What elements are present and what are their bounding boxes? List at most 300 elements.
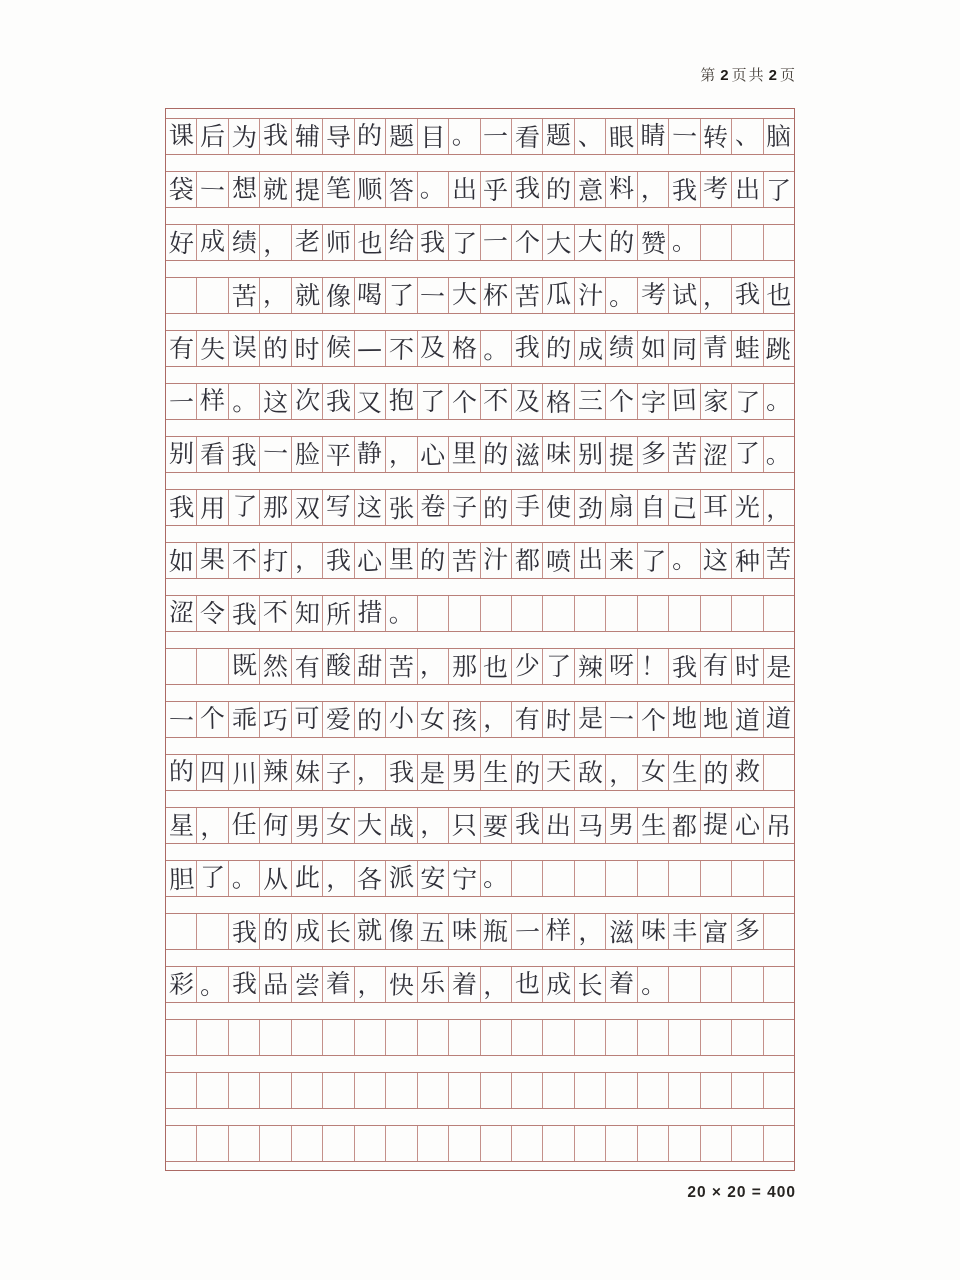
- grid-cell: [449, 384, 480, 419]
- grid-cell: [764, 543, 794, 578]
- grid-cell: [292, 119, 323, 154]
- handwritten-char: ！: [640, 651, 666, 682]
- grid-cell: [732, 755, 763, 790]
- grid-cell: [386, 1073, 417, 1108]
- handwritten-char: 。: [640, 969, 666, 1000]
- handwritten-char: 从: [262, 864, 289, 895]
- grid-cell: [355, 808, 386, 843]
- grid-cell: [606, 861, 637, 896]
- grid-cell: [418, 1126, 449, 1161]
- grid-cell: [606, 384, 637, 419]
- grid-cell: [512, 490, 543, 525]
- grid-cell: [606, 1073, 637, 1108]
- grid-cell: [449, 914, 480, 949]
- handwritten-char: 我: [168, 492, 195, 523]
- grid-cell: [229, 1126, 260, 1161]
- handwritten-char: 的: [608, 227, 635, 258]
- grid-cell: [638, 808, 669, 843]
- grid-cell: [260, 331, 291, 366]
- grid-cell: [292, 225, 323, 260]
- handwritten-char: 派: [388, 862, 415, 893]
- handwritten-char: 为: [231, 122, 258, 153]
- handwritten-char: 的: [419, 545, 446, 576]
- handwritten-char: 的: [482, 439, 509, 470]
- grid-cell: [701, 1126, 732, 1161]
- grid-cell: [197, 1126, 228, 1161]
- grid-cell: [323, 861, 354, 896]
- handwritten-char: 星: [168, 810, 194, 841]
- grid-cell: [638, 861, 669, 896]
- handwritten-char: 吊: [765, 811, 792, 842]
- handwritten-char: 这: [263, 388, 289, 417]
- grid-cell: [386, 914, 417, 949]
- grid-cell: [701, 967, 732, 1002]
- grid-cell: [701, 914, 732, 949]
- handwritten-char: 乎: [482, 175, 509, 206]
- handwritten-char: 令: [199, 598, 226, 629]
- handwritten-char: 子: [325, 758, 352, 789]
- grid-cell: [701, 119, 732, 154]
- manuscript-grid: [165, 108, 795, 1171]
- grid-cell: [323, 649, 354, 684]
- handwritten-char: 。: [608, 281, 635, 312]
- grid-cell: [575, 225, 606, 260]
- handwritten-char: 脑: [765, 121, 792, 152]
- grid-cell: [701, 596, 732, 631]
- handwritten-char: 我: [231, 917, 257, 948]
- handwritten-char: ，: [294, 544, 320, 575]
- grid-cell: [543, 278, 574, 313]
- handwritten-char: 睛: [640, 121, 666, 150]
- grid-cell: [386, 384, 417, 419]
- grid-cell: [638, 596, 669, 631]
- handwritten-char: 像: [388, 917, 414, 946]
- grid-cell: [575, 967, 606, 1002]
- grid-cell: [449, 1020, 480, 1055]
- grid-cell: [732, 702, 763, 737]
- handwritten-char: 快: [388, 970, 415, 1001]
- handwritten-char: 有: [703, 650, 729, 681]
- handwritten-char: 彩: [168, 969, 195, 1000]
- grid-cell: [292, 172, 323, 207]
- handwritten-char: 给: [388, 226, 415, 257]
- grid-cell: [323, 755, 354, 790]
- grid-row: [166, 754, 794, 791]
- grid-cell: [197, 702, 228, 737]
- grid-cell: [229, 225, 260, 260]
- handwritten-char: 我: [734, 279, 761, 310]
- grid-cell: [638, 172, 669, 207]
- grid-cell: [669, 225, 700, 260]
- handwritten-char: 的: [168, 756, 195, 787]
- handwritten-char: 己: [671, 493, 698, 524]
- handwritten-char: ，: [420, 650, 446, 681]
- grid-cell: [575, 437, 606, 472]
- grid-cell: [543, 861, 574, 896]
- handwritten-char: 一: [168, 387, 195, 418]
- handwritten-char: 我: [514, 173, 541, 204]
- grid-cell: [543, 967, 574, 1002]
- handwritten-char: 既: [231, 650, 257, 681]
- handwritten-char: 别: [577, 439, 603, 470]
- handwritten-char: 像: [325, 282, 351, 311]
- grid-cell: [701, 225, 732, 260]
- grid-cell: [575, 596, 606, 631]
- grid-cell: [260, 596, 291, 631]
- grid-cell: [386, 119, 417, 154]
- grid-cell: [512, 967, 543, 1002]
- handwritten-char: 我: [420, 227, 446, 258]
- grid-cell: [166, 225, 197, 260]
- grid-cell: [229, 437, 260, 472]
- handwritten-char: 。: [200, 970, 226, 1001]
- grid-cell: [481, 861, 512, 896]
- handwritten-char: 蛙: [734, 334, 760, 363]
- handwritten-char: 光: [734, 492, 761, 523]
- grid-cell: [669, 1126, 700, 1161]
- grid-cell: [386, 225, 417, 260]
- grid-cell: [166, 490, 197, 525]
- handwritten-char: 笔: [325, 173, 352, 204]
- grid-cell: [543, 1126, 574, 1161]
- handwritten-char: 汁: [482, 544, 509, 575]
- grid-row: [166, 330, 794, 367]
- handwritten-char: 转: [703, 122, 729, 153]
- grid-cell: [669, 596, 700, 631]
- handwritten-char: 手: [514, 491, 541, 522]
- grid-cell: [197, 967, 228, 1002]
- grid-cell: [669, 914, 700, 949]
- grid-cell: [606, 225, 637, 260]
- grid-cell: [701, 1073, 732, 1108]
- grid-cell: [166, 437, 197, 472]
- handwritten-char: 双: [294, 493, 320, 524]
- handwritten-char: 看: [514, 122, 541, 153]
- handwritten-char: 涩: [168, 597, 195, 628]
- handwritten-char: 大: [577, 227, 603, 256]
- handwritten-char: 多: [639, 438, 667, 469]
- grid-cell: [669, 808, 700, 843]
- grid-cell: [418, 914, 449, 949]
- grid-cell: [701, 702, 732, 737]
- handwritten-char: 劲: [577, 493, 603, 524]
- grid-cell: [764, 861, 794, 896]
- handwritten-char: 也: [766, 281, 792, 310]
- grid-cell: [606, 702, 637, 737]
- grid-row: [166, 807, 794, 844]
- page-indicator-prefix: 第: [700, 67, 718, 84]
- grid-cell: [197, 596, 228, 631]
- grid-cell: [764, 967, 794, 1002]
- handwritten-char: 道: [734, 706, 760, 735]
- grid-cell: [481, 1020, 512, 1055]
- grid-cell: [386, 172, 417, 207]
- grid-cell: [323, 808, 354, 843]
- grid-cell: [418, 755, 449, 790]
- handwritten-char: 时: [294, 335, 320, 364]
- grid-cell: [386, 755, 417, 790]
- grid-cell: [512, 278, 543, 313]
- grid-cell: [732, 967, 763, 1002]
- grid-cell: [292, 808, 323, 843]
- handwritten-char: 个: [451, 387, 478, 418]
- grid-cell: [606, 596, 637, 631]
- handwritten-char: 一: [262, 438, 289, 469]
- grid-cell: [292, 1020, 323, 1055]
- grid-cell: [418, 543, 449, 578]
- grid-cell: [418, 225, 449, 260]
- handwritten-char: 宁: [451, 864, 478, 895]
- handwritten-char: 然: [262, 651, 289, 682]
- grid-cell: [386, 278, 417, 313]
- grid-cell: [669, 437, 700, 472]
- grid-cell: [292, 861, 323, 896]
- grid-cell: [386, 543, 417, 578]
- grid-cell: [323, 967, 354, 1002]
- grid-cell: [166, 967, 197, 1002]
- handwritten-char: 眼: [608, 122, 635, 153]
- handwritten-char: 孩: [451, 705, 477, 736]
- grid-cell: [543, 543, 574, 578]
- grid-cell: [543, 914, 574, 949]
- handwritten-char: 抱: [388, 385, 415, 416]
- handwritten-char: 战: [388, 811, 415, 842]
- grid-cell: [292, 596, 323, 631]
- handwritten-char: 尝: [294, 970, 320, 1001]
- grid-row: [166, 277, 794, 314]
- handwritten-char: 耳: [703, 491, 729, 522]
- grid-cell: [638, 119, 669, 154]
- handwritten-char: 样: [200, 385, 226, 416]
- handwritten-char: 一: [168, 705, 195, 736]
- grid-cell: [260, 278, 291, 313]
- grid-cell: [197, 755, 228, 790]
- handwritten-char: 苦: [231, 281, 258, 312]
- grid-cell: [418, 278, 449, 313]
- grid-cell: [386, 861, 417, 896]
- grid-cell: [260, 225, 291, 260]
- handwritten-char: 的: [545, 333, 572, 364]
- handwritten-char: 男: [608, 809, 635, 840]
- handwritten-char: 误: [231, 332, 257, 363]
- grid-cell: [323, 225, 354, 260]
- grid-cell: [764, 331, 794, 366]
- grid-cell: [575, 755, 606, 790]
- grid-cell: [197, 384, 228, 419]
- handwritten-char: 提: [294, 175, 320, 206]
- grid-cell: [386, 1020, 417, 1055]
- grid-cell: [323, 490, 354, 525]
- grid-cell: [355, 861, 386, 896]
- grid-cell: [543, 331, 574, 366]
- grid-cell: [732, 490, 763, 525]
- grid-cell: [386, 331, 417, 366]
- grid-cell: [449, 1073, 480, 1108]
- handwritten-char: 大: [357, 810, 383, 841]
- grid-cell: [669, 543, 700, 578]
- grid-cell: [606, 1126, 637, 1161]
- grid-cell: [732, 1073, 763, 1108]
- grid-cell: [418, 490, 449, 525]
- grid-cell: [669, 172, 700, 207]
- handwritten-char: ，: [357, 756, 383, 787]
- handwritten-char: 我: [514, 809, 540, 840]
- grid-cell: [197, 1020, 228, 1055]
- grid-cell: [418, 649, 449, 684]
- grid-cell: [292, 649, 323, 684]
- grid-cell: [606, 437, 637, 472]
- grid-cell: [701, 543, 732, 578]
- grid-cell: [732, 1020, 763, 1055]
- grid-cell: [606, 172, 637, 207]
- handwritten-char: 看: [199, 439, 226, 470]
- grid-cell: [292, 1073, 323, 1108]
- grid-row: [166, 171, 794, 208]
- grid-cell: [481, 543, 512, 578]
- handwritten-char: —: [357, 333, 383, 364]
- grid-cell: [418, 172, 449, 207]
- total-label: 共: [748, 67, 766, 84]
- grid-cell: [481, 119, 512, 154]
- handwritten-char: 喷: [545, 546, 572, 577]
- grid-cell: [292, 331, 323, 366]
- grid-cell: [481, 172, 512, 207]
- grid-cell: [481, 967, 512, 1002]
- handwritten-char: 地: [671, 703, 698, 734]
- handwritten-char: 苦: [514, 281, 541, 312]
- handwritten-char: 绩: [231, 227, 257, 258]
- grid-cell: [512, 808, 543, 843]
- handwritten-char: 那: [262, 492, 289, 523]
- grid-cell: [323, 914, 354, 949]
- handwritten-char: 爱: [325, 704, 352, 735]
- handwritten-char: 有: [294, 652, 321, 683]
- handwritten-char: 来: [609, 546, 635, 575]
- grid-cell: [449, 1126, 480, 1161]
- handwritten-char: 乖: [231, 704, 257, 735]
- handwritten-char: 措: [357, 598, 383, 627]
- grid-cell: [732, 543, 763, 578]
- grid-cell: [575, 649, 606, 684]
- handwritten-char: 喝: [356, 279, 384, 310]
- grid-cell: [229, 119, 260, 154]
- handwritten-char: ，: [419, 809, 446, 840]
- handwritten-char: 想: [231, 173, 257, 204]
- handwritten-char: 是: [766, 653, 792, 682]
- grid-cell: [669, 331, 700, 366]
- handwritten-char: 丰: [671, 916, 698, 947]
- grid-cell: [229, 596, 260, 631]
- grid-cell: [260, 384, 291, 419]
- handwritten-char: 我: [231, 968, 258, 999]
- grid-cell: [449, 278, 480, 313]
- grid-cell: [197, 490, 228, 525]
- grid-cell: [764, 437, 794, 472]
- grid-cell: [229, 808, 260, 843]
- handwritten-char: 男: [451, 756, 478, 787]
- handwritten-char: 脸: [294, 439, 320, 470]
- handwritten-char: 一: [514, 917, 541, 948]
- handwritten-char: 。: [419, 173, 446, 204]
- handwritten-char: 。: [766, 385, 792, 416]
- grid-cell: [638, 225, 669, 260]
- handwritten-char: 时: [545, 705, 572, 736]
- grid-cell: [418, 596, 449, 631]
- total-page-number: 2: [768, 67, 777, 84]
- grid-cell: [386, 967, 417, 1002]
- handwritten-char: 提: [608, 440, 635, 471]
- handwritten-char: 长: [577, 971, 603, 1000]
- handwritten-char: 扇: [608, 491, 635, 522]
- grid-row: [166, 595, 794, 632]
- handwritten-char: 家: [703, 387, 729, 416]
- handwritten-char: 了: [546, 652, 572, 681]
- grid-cell: [512, 119, 543, 154]
- grid-cell: [166, 1020, 197, 1055]
- handwritten-char: 师: [325, 227, 352, 258]
- handwritten-char: 不: [388, 334, 415, 365]
- grid-cell: [764, 172, 794, 207]
- grid-cell: [418, 331, 449, 366]
- handwritten-char: 一: [419, 281, 446, 312]
- grid-cell: [260, 543, 291, 578]
- grid-cell: [481, 225, 512, 260]
- grid-cell: [701, 861, 732, 896]
- grid-row: [166, 860, 794, 897]
- handwritten-char: ，: [482, 970, 509, 1001]
- grid-cell: [638, 967, 669, 1002]
- handwritten-char: 女: [640, 756, 666, 787]
- handwritten-char: 要: [482, 811, 509, 842]
- handwritten-char: 所: [325, 599, 352, 630]
- grid-cell: [197, 649, 228, 684]
- handwritten-char: 地: [702, 704, 729, 735]
- handwritten-char: ，: [262, 228, 289, 259]
- handwritten-char: 我: [514, 333, 540, 362]
- grid-cell: [418, 1073, 449, 1108]
- handwritten-char: 目: [420, 123, 446, 152]
- grid-cell: [355, 1073, 386, 1108]
- handwritten-char: 一: [483, 121, 509, 152]
- handwritten-char: 那: [451, 651, 478, 682]
- grid-row: [166, 542, 794, 579]
- grid-cell: [355, 967, 386, 1002]
- grid-cell: [292, 543, 323, 578]
- handwritten-char: 出: [545, 810, 572, 841]
- handwritten-char: 及: [419, 332, 446, 363]
- handwritten-char: 题: [388, 121, 415, 152]
- handwritten-char: 提: [702, 809, 729, 840]
- page-word-1: 页: [731, 67, 749, 84]
- grid-cell: [166, 808, 197, 843]
- page-word-2: 页: [779, 67, 797, 84]
- grid-cell: [638, 702, 669, 737]
- grid-cell: [229, 1073, 260, 1108]
- handwritten-char: 女: [419, 704, 446, 735]
- grid-cell: [575, 1020, 606, 1055]
- handwritten-char: 道: [765, 703, 792, 734]
- grid-cell: [449, 861, 480, 896]
- handwritten-char: 我: [388, 757, 415, 788]
- grid-cell: [386, 1126, 417, 1161]
- grid-row: [166, 383, 794, 420]
- handwritten-char: 我: [262, 120, 289, 151]
- grid-cell: [543, 702, 574, 737]
- handwritten-char: ，: [482, 703, 509, 734]
- handwritten-char: 回: [671, 385, 698, 416]
- grid-cell: [355, 225, 386, 260]
- grid-cell: [292, 755, 323, 790]
